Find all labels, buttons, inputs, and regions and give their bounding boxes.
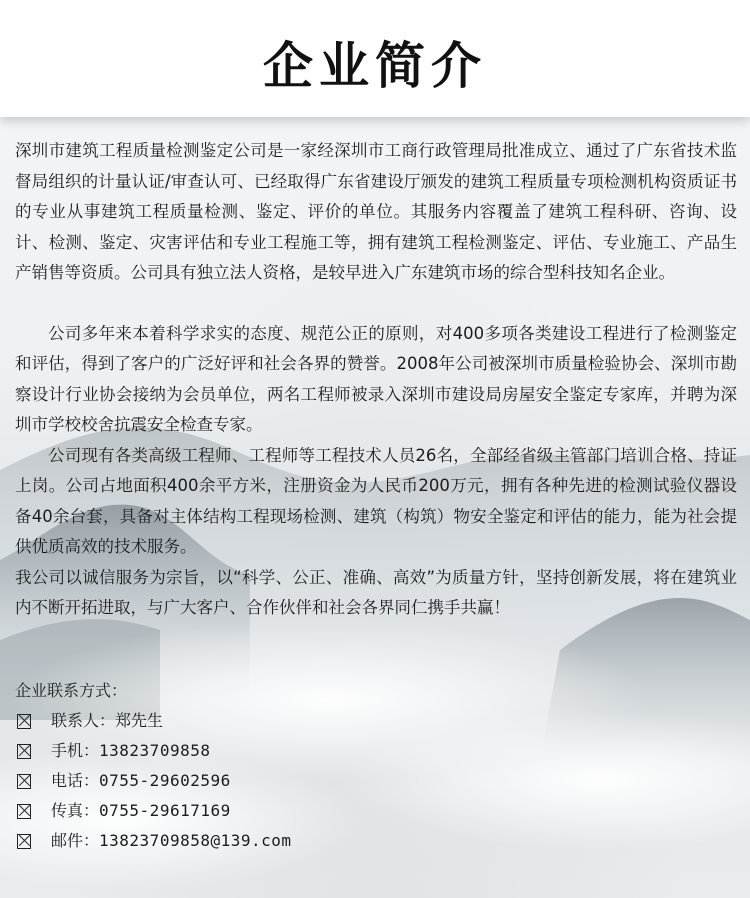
intro-paragraph: 深圳市建筑工程质量检测鉴定公司是一家经深圳市工商行政管理局批准成立、通过了广东省技术监督局组织的计量认证/审查认可、已经取得广东省建设厅颁发的建筑工程质量专项检测机构资质证书的专业从事建筑工程质量检测、鉴定、评价的单位。其服务内容覆盖了建筑工程科研、咨询、设计、检测、鉴定、灾害评估和专业工程施工等，拥有建筑工程检测鉴定、评估、专业施工、产品生产销售等资质。公司具有独立法人资格，是较早进入广东建筑市场的综合型科技知名企业。: [15, 141, 737, 282]
contact-label: 手机：: [51, 741, 100, 760]
checkbox-x-icon: [17, 774, 31, 789]
contact-value: 0755-29602596: [99, 771, 231, 790]
intro-paragraph: 公司多年来本着科学求实的态度、规范公正的原则，对400多项各类建设工程进行了检测鉴定和评估，得到了客户的广泛好评和社会各界的赞誉。2008年公司被深圳市质量检验协会、深圳市勘察设计行业协会接纳为会员单位，两名工程师被录入深圳市建设局房屋安全鉴定专家库，并聘为深圳市学校校舍抗震安全检查专家。: [15, 323, 737, 434]
contact-value: 0755-29617169: [99, 801, 231, 820]
contact-row-phone: [15, 766, 735, 796]
contact-row-email: [15, 826, 735, 856]
contact-label: 联系人：: [51, 711, 116, 730]
contact-row-person: [15, 706, 735, 736]
title-banner: [0, 0, 750, 117]
contact-row-mobile: [15, 736, 735, 766]
intro-paragraph: 我公司以诚信服务为宗旨，以“科学、公正、准确、高效”为质量方针，坚持创新发展，将在建筑业内不断开拓进取，与广大客户、合作伙伴和社会各界同仁携手共赢！: [15, 567, 737, 617]
checkbox-x-icon: [17, 804, 31, 819]
contact-label: 电话：: [51, 771, 100, 790]
paragraph-gap: [15, 289, 737, 319]
intro-paragraph: 公司现有各类高级工程师、工程师等工程技术人员26名，全部经省级主管部门培训合格、持证上岗。公司占地面积400余平方米，注册资金为人民币200万元，拥有各种先进的检测试验仪器设备40余台套，具备对主体结构工程现场检测、建筑（构筑）物安全鉴定和评估的能力，能为社会提供优质高效的技术服务。: [15, 445, 737, 556]
contact-value: 13823709858: [99, 741, 211, 760]
checkbox-x-icon: [17, 834, 31, 849]
contact-row-fax: [15, 796, 735, 826]
checkbox-x-icon: [17, 714, 31, 729]
contact-label: 邮件：: [51, 831, 100, 850]
contact-section: [15, 676, 735, 856]
company-intro: [15, 136, 737, 624]
contact-value: 郑先生: [115, 711, 164, 730]
contact-email-link[interactable]: 13823709858@139.com: [99, 831, 292, 850]
contact-heading: 企业联系方式：: [15, 681, 128, 700]
page-title: 企业简介: [263, 37, 487, 95]
checkbox-x-icon: [17, 744, 31, 759]
contact-label: 传真：: [51, 801, 100, 820]
